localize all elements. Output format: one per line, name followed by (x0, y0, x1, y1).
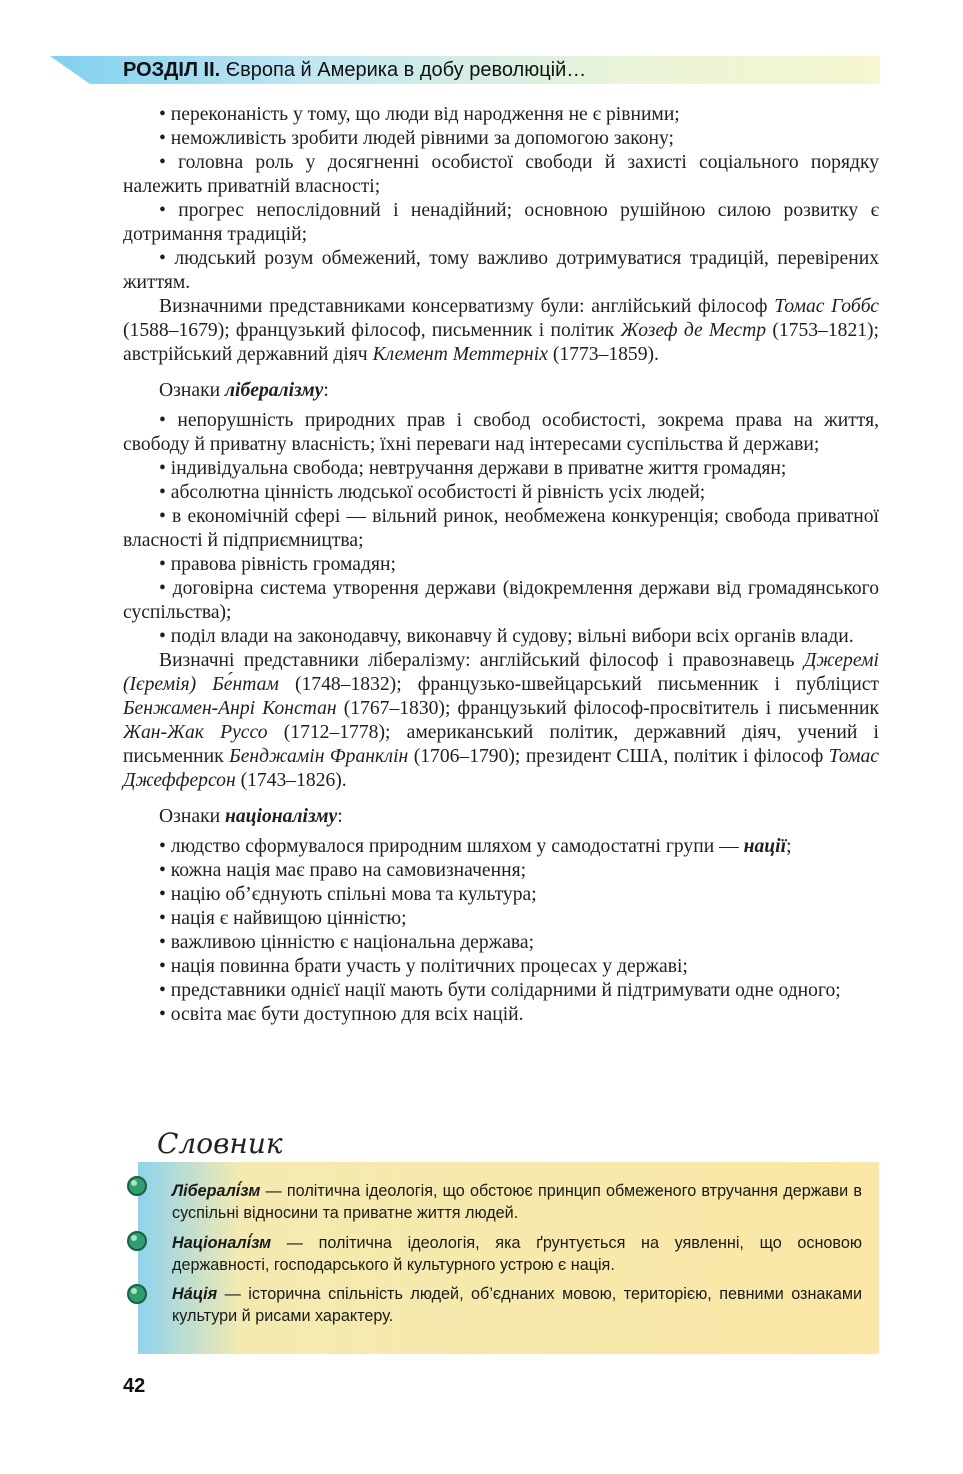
liberalism-representatives: Визначні представники лібералізму: англійський філософ і правознавець Джеремі (Ієремія) Бе́нтам (1748–1832); французько-швейцарський письменник і публіцист Бенжамен-Анрі Констан (1767–1830); французький філософ-просвітитель і письменник Жан-Жак Руссо (1712–1778); американський політик, державний діяч, учений і письменник Бенджамін Франклін (1706–1790); президент США, політик і філософ Томас Джефферсон (1743–1826). (123, 650, 879, 791)
liberalism-heading: Ознаки лібералізму: (159, 380, 329, 401)
glossary-bullet-icon (126, 1230, 148, 1252)
person-name: Клемент Меттерніх (372, 344, 548, 365)
list-item: • переконаність у тому, що люди від народження не є рівними; (159, 104, 680, 125)
person-name: Бенжамен-Анрі Констан (123, 698, 337, 719)
nationalism-heading: Ознаки націоналізму: (159, 806, 343, 827)
glossary-title (155, 1123, 305, 1163)
list-item: • неможливість зробити людей рівними за допомогою закону; (159, 128, 675, 149)
list-item: • кожна нація має право на самовизначення; (159, 860, 527, 881)
list-item: • націю об’єднують спільні мова та культура; (159, 884, 537, 905)
list-item: • представники однієї нації мають бути солідарними й підтримувати одне одного; (159, 980, 841, 1001)
glossary-term: Лібералі́зм (172, 1182, 261, 1200)
list-item: • індивідуальна свобода; невтручання держави в приватне життя громадян; (159, 458, 787, 479)
list-item: • нація є найвищою цінністю; (159, 908, 407, 929)
list-item: • в економічній сфері — вільний ринок, необмежена конкуренція; свобода приватної власності й підприємництва; (123, 506, 879, 551)
list-item: • правова рівність громадян; (159, 554, 396, 575)
person-name: Томас Гоббс (774, 296, 879, 317)
svg-text:Словник: Словник (157, 1127, 283, 1160)
glossary-item: Лібералі́зм — політична ідеологія, що обстоює принцип обмеженого втручання держави в суспільні відносини та приватне життя людей. (172, 1182, 862, 1222)
glossary-term: На́ція (172, 1285, 218, 1303)
list-item: • освіта має бути доступною для всіх націй. (159, 1004, 524, 1025)
person-name: Бенджамін Франклін (229, 746, 409, 767)
conservatism-representatives: Визначними представниками консерватизму були: англійський філософ Томас Гоббс (1588–1679); французький філософ, письменник і політик Жозеф де Местр (1753–1821); австрійський державний діяч Клемент Меттерніх (1773–1859). (123, 296, 880, 365)
glossary-item: На́ція — історична спільність людей, об’єднаних мовою, територією, певними ознаками культури й рисами характеру. (172, 1285, 862, 1325)
glossary-bullet-icon (126, 1175, 148, 1197)
list-item: • важливою цінністю є національна держава; (159, 932, 535, 953)
list-item: • договірна система утворення держави (відокремлення держави від громадянського суспільства); (123, 578, 879, 623)
list-item: • людство сформувалося природним шляхом у самодостатні групи — нації; (159, 836, 792, 857)
glossary-item: Націоналі́зм — політична ідеологія, яка ґрунтується на уявленні, що основою державності, господарського й культурного устрою є нація. (172, 1234, 862, 1274)
person-name: Джеремі (Ієремія) Бе́нтам (123, 650, 879, 695)
list-item: • непорушність природних прав і свобод особистості, зокрема права на життя, свободу й приватну власність; їхні переваги над інтересами суспільства й держави; (123, 410, 879, 455)
person-name: Жан-Жак Руссо (123, 722, 268, 743)
list-item: • абсолютна цінність людської особистості й рівність усіх людей; (159, 482, 706, 503)
list-item: • нація повинна брати участь у політичних процесах у державі; (159, 956, 688, 977)
section-title: Європа й Америка в добу революцій… (225, 59, 587, 81)
person-name: Томас Джефферсон (123, 746, 879, 791)
page-number: 42 (123, 1375, 146, 1397)
main-text (123, 103, 879, 1027)
person-name: Жозеф де Местр (620, 320, 767, 341)
list-item: • головна роль у досягненні особистої свободи й захисті соціального порядку належить приватній власності; (123, 152, 879, 197)
glossary-term: Націоналі́зм (172, 1234, 272, 1252)
list-item: • людський розум обмежений, тому важливо дотримуватися традицій, перевірених життям. (123, 248, 879, 293)
list-item: • прогрес непослідовний і ненадійний; основною рушійною силою розвитку є дотримання традицій; (123, 200, 879, 245)
section-label: РОЗДІЛ ІІ. (123, 59, 221, 81)
section-header (123, 59, 586, 82)
list-item: • поділ влади на законодавчу, виконавчу й судову; вільні вибори всіх органів влади. (159, 626, 854, 647)
glossary-bullet-icon (126, 1283, 148, 1305)
